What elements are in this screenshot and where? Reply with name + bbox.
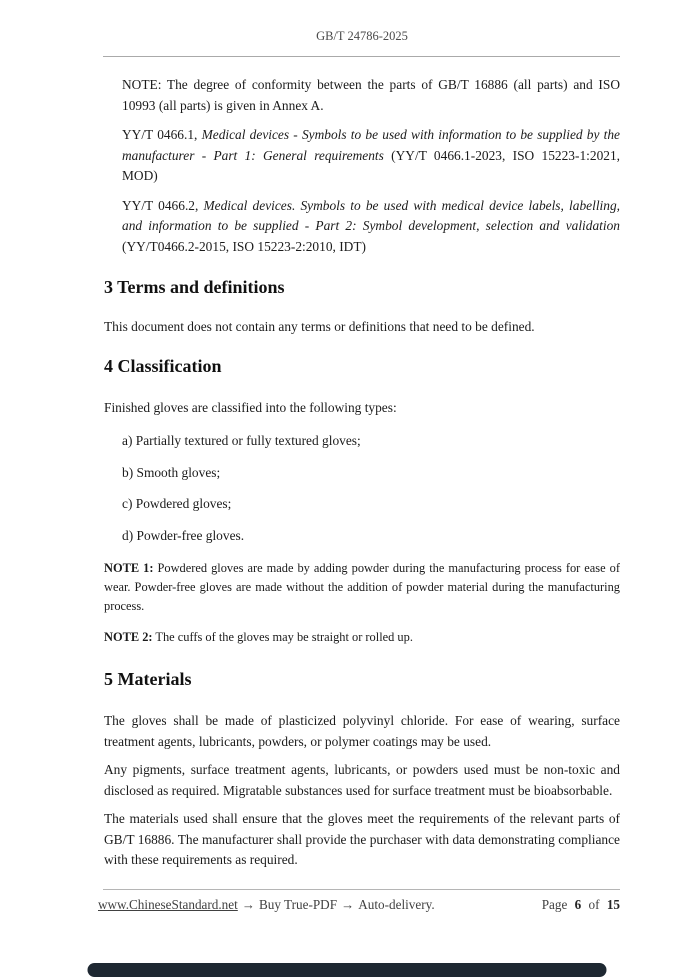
classification-note-1 [104, 559, 620, 616]
auto-delivery-label: Auto-delivery. [358, 896, 435, 912]
list-item-smooth-gloves: b) Smooth gloves; [122, 464, 221, 480]
footer-divider [103, 889, 620, 890]
page-footer [98, 896, 620, 913]
reference-suffix: (YY/T0466.2-2015, ISO 15223-2:2010, IDT) [122, 238, 366, 254]
materials-paragraph-2: Any pigments, surface treatment agents, lubricants, or powders used must be non-toxic and disclosed as required. Migratable substances used for surface treatment must be bioabsorbable. [104, 762, 620, 798]
list-item-powdered-gloves: c) Powdered gloves; [122, 496, 232, 511]
page-title: GB/T 24786-2025 [316, 29, 408, 43]
current-page-number: 6 [574, 896, 582, 912]
terms-paragraph: This document does not contain any terms or definitions that need to be defined. [104, 319, 535, 334]
reference-title: Medical devices. Symbols to be used with medical device labels, labelling, and information to be supplied - Part 2: Symbol development, selection and validation [122, 197, 620, 233]
note-label: NOTE 2: [104, 630, 153, 644]
buy-true-pdf-label: Buy True-PDF [258, 896, 338, 912]
arrow-icon: → [241, 896, 255, 912]
section-heading-terms-definitions: 3 Terms and definitions [104, 277, 285, 297]
list-item-powder-free-gloves: d) Powder-free gloves. [122, 527, 245, 543]
classification-intro: Finished gloves are classified into the following types: [104, 399, 397, 415]
annex-conformity-note: NOTE: The degree of conformity between the parts of GB/T 16886 (all parts) and ISO 10993 (all parts) is given in Annex A. [122, 77, 620, 113]
reference-title: Medical devices - Symbols to be used with information to be supplied by the manufacturer - Part 1: General requirements [122, 127, 620, 163]
chinesestandard-link[interactable]: www.ChineseStandard.net [98, 896, 238, 912]
section-heading-materials: 5 Materials [104, 669, 192, 689]
reference-yyt-0466-2 [122, 196, 620, 258]
page-label: Page [541, 896, 568, 912]
footer-source-line [98, 897, 435, 913]
header-divider [103, 56, 620, 57]
list-item-textured-gloves: a) Partially textured or fully textured gloves; [122, 433, 361, 448]
materials-paragraph-1: The gloves shall be made of plasticized polyvinyl chloride. For ease of wearing, surface treatment agents, lubricants, powders, or polymer coatings may be used. [104, 713, 620, 749]
section-heading-classification: 4 Classification [104, 355, 222, 376]
materials-paragraph-3: The materials used shall ensure that the gloves meet the requirements of the relevant parts of GB/T 16886. The manufacturer shall provide the purchaser with data demonstrating compliance with these requirements as required. [104, 811, 620, 867]
note-text: Powdered gloves are made by adding powder during the manufacturing process for ease of wear. Powder-free gloves are made without the addition of powder material during the manufacturing process. [104, 561, 620, 613]
reference-yyt-0466-1 [122, 125, 620, 187]
note-text: The cuffs of the gloves may be straight or rolled up. [152, 630, 413, 644]
total-page-number: 15 [606, 896, 620, 912]
note-label: NOTE 1: [104, 561, 154, 575]
page-indicator [542, 897, 620, 913]
reference-prefix: YY/T 0466.2, [122, 197, 204, 213]
reference-suffix: (YY/T 0466.1-2023, ISO 15223-1:2021, MOD) [122, 147, 620, 183]
bottom-scrubber-bar[interactable] [87, 963, 606, 977]
reference-prefix: YY/T 0466.1, [122, 127, 202, 142]
classification-note-2 [104, 628, 620, 647]
arrow-icon: → [341, 896, 355, 912]
of-label: of [588, 896, 600, 912]
